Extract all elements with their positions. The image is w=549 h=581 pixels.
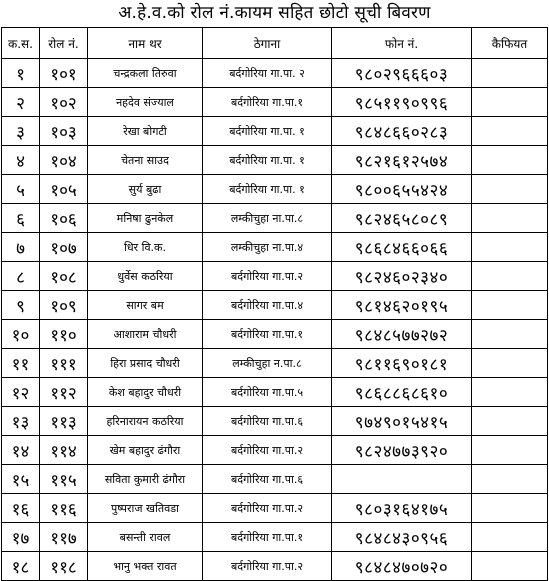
cell-address: बर्दगोरिया गा.पा. २ [203, 59, 332, 88]
table-row [2, 233, 548, 262]
cell-phone: ९८२४६०२३४० [332, 262, 472, 291]
cell-phone: ९८२४६५८०८९ [332, 204, 472, 233]
cell-phone: ९७४९०१५४१५ [332, 407, 472, 436]
table-row [2, 349, 548, 378]
cell-roll: ११४ [40, 436, 88, 465]
table-row [2, 291, 548, 320]
cell-address: बर्दगोरिया गा.पा.१ [203, 320, 332, 349]
cell-phone: ९८६८४६६०६६ [332, 233, 472, 262]
cell-address: बर्दगोरिया गा.पा.६ [203, 465, 332, 494]
cell-sn: ८ [2, 262, 40, 291]
cell-remarks [472, 233, 548, 262]
cell-sn: ४ [2, 146, 40, 175]
cell-roll: ११७ [40, 523, 88, 552]
table-row [2, 523, 548, 552]
cell-remarks [472, 117, 548, 146]
table-body [2, 59, 548, 581]
cell-remarks [472, 349, 548, 378]
cell-phone: ९८४८४७०७२० [332, 552, 472, 581]
cell-address: बर्दगोरिया गा.पा.५ [203, 378, 332, 407]
table-row [2, 494, 548, 523]
header-address: ठेगाना [203, 28, 332, 59]
cell-phone: ९८०३१६४१७५ [332, 494, 472, 523]
cell-name: मनिषा ढुनकेल [88, 204, 203, 233]
cell-sn: ७ [2, 233, 40, 262]
table-row [2, 175, 548, 204]
cell-sn: १० [2, 320, 40, 349]
cell-phone: ९८५११९०९९६ [332, 88, 472, 117]
cell-name: सागर बम [88, 291, 203, 320]
cell-roll: ११५ [40, 465, 88, 494]
cell-remarks [472, 407, 548, 436]
cell-address: बर्दगोरिया गा.पा.२ [203, 552, 332, 581]
table-row [2, 407, 548, 436]
cell-sn: १५ [2, 465, 40, 494]
cell-remarks [472, 175, 548, 204]
cell-address: बर्दगोरिया गा.पा.४ [203, 291, 332, 320]
cell-sn: १७ [2, 523, 40, 552]
cell-address: बर्दगोरिया गा.पा. १ [203, 117, 332, 146]
shortlist-table [1, 27, 548, 581]
cell-name: नहदेव संज्याल [88, 88, 203, 117]
cell-sn: १४ [2, 436, 40, 465]
cell-sn: ९ [2, 291, 40, 320]
cell-sn: ३ [2, 117, 40, 146]
cell-remarks [472, 552, 548, 581]
cell-address: बर्दगोरिया गा.पा.१ [203, 523, 332, 552]
table-row [2, 59, 548, 88]
cell-name: चन्द्रकला तिरुवा [88, 59, 203, 88]
table-row [2, 146, 548, 175]
cell-phone: ९८११६९०१८१ [332, 349, 472, 378]
cell-phone: ९८००६५५४२४ [332, 175, 472, 204]
cell-remarks [472, 262, 548, 291]
cell-name: केश बहादुर चौधरी [88, 378, 203, 407]
cell-roll: १०५ [40, 175, 88, 204]
document-title: अ.हे.व.को रोल नं.कायम सहित छोटो सूची बिवरण [118, 3, 431, 23]
cell-name: आशाराम चौधरी [88, 320, 203, 349]
cell-roll: १०६ [40, 204, 88, 233]
cell-remarks [472, 436, 548, 465]
cell-name: सुर्य बुढा [88, 175, 203, 204]
header-sn: क.स. [2, 28, 40, 59]
cell-phone: ९८२४७७३९२० [332, 436, 472, 465]
cell-phone: ९८०२९६६६०३ [332, 59, 472, 88]
cell-roll: १०३ [40, 117, 88, 146]
table-row [2, 88, 548, 117]
cell-address: लम्कीचुहा ना.पा.४ [203, 233, 332, 262]
table-row [2, 204, 548, 233]
table-row [2, 262, 548, 291]
cell-name: बसन्ती रावल [88, 523, 203, 552]
cell-sn: १८ [2, 552, 40, 581]
cell-name: हिरा प्रसाद चौधरी [88, 349, 203, 378]
cell-sn: १३ [2, 407, 40, 436]
cell-name: पुष्पराज खतिवडा [88, 494, 203, 523]
cell-remarks [472, 59, 548, 88]
table-row [2, 117, 548, 146]
table-row [2, 378, 548, 407]
cell-roll: १०२ [40, 88, 88, 117]
cell-roll: १११ [40, 349, 88, 378]
cell-address: लम्कीचुहा ना.पा.८ [203, 204, 332, 233]
cell-roll: १०४ [40, 146, 88, 175]
header-phone: फोन नं. [332, 28, 472, 59]
cell-name: हरिनारायन कठरिया [88, 407, 203, 436]
cell-phone [332, 465, 472, 494]
cell-remarks [472, 320, 548, 349]
cell-remarks [472, 523, 548, 552]
cell-address: बर्दगोरिया गा.पा. १ [203, 146, 332, 175]
cell-name: खेम बहादुर ढंगौरा [88, 436, 203, 465]
table-row [2, 465, 548, 494]
cell-roll: ११० [40, 320, 88, 349]
cell-address: बर्दगोरिया गा.पा.२ [203, 436, 332, 465]
cell-phone: ९८६८८६८६१० [332, 378, 472, 407]
cell-name: रेखा बोगटी [88, 117, 203, 146]
table-row [2, 436, 548, 465]
cell-roll: १०८ [40, 262, 88, 291]
table-header-row [2, 28, 548, 59]
cell-roll: ११३ [40, 407, 88, 436]
cell-remarks [472, 146, 548, 175]
cell-sn: ५ [2, 175, 40, 204]
cell-address: लम्कीचुहा न.पा.८ [203, 349, 332, 378]
cell-name: धुर्वेस कठरिया [88, 262, 203, 291]
cell-name: चेतना साउद [88, 146, 203, 175]
cell-sn: ११ [2, 349, 40, 378]
cell-remarks [472, 378, 548, 407]
cell-remarks [472, 291, 548, 320]
cell-phone: ९८४८५७७२७२ [332, 320, 472, 349]
cell-name: धिर वि.क. [88, 233, 203, 262]
cell-roll: ११६ [40, 494, 88, 523]
header-roll: रोल नं. [40, 28, 88, 59]
cell-roll: १०९ [40, 291, 88, 320]
cell-address: बर्दगोरिया गा.पा. १ [203, 175, 332, 204]
cell-roll: ११२ [40, 378, 88, 407]
cell-roll: १०७ [40, 233, 88, 262]
cell-address: बर्दगोरिया गा.पा.१ [203, 88, 332, 117]
cell-sn: १२ [2, 378, 40, 407]
header-remarks: कैफियत [472, 28, 548, 59]
cell-name: सविता कुमारी ढंगौरा [88, 465, 203, 494]
cell-name: भानु भक्त रावत [88, 552, 203, 581]
cell-sn: १ [2, 59, 40, 88]
cell-remarks [472, 465, 548, 494]
cell-roll: ११८ [40, 552, 88, 581]
table-row [2, 552, 548, 581]
cell-remarks [472, 494, 548, 523]
cell-roll: १०१ [40, 59, 88, 88]
table-row [2, 320, 548, 349]
cell-sn: २ [2, 88, 40, 117]
cell-sn: १६ [2, 494, 40, 523]
cell-phone: ९८४८४३०९५६ [332, 523, 472, 552]
cell-phone: ९८२१६१२५७४ [332, 146, 472, 175]
header-name: नाम थर [88, 28, 203, 59]
cell-remarks [472, 204, 548, 233]
cell-phone: ९८१४६२०१९५ [332, 291, 472, 320]
cell-remarks [472, 88, 548, 117]
cell-sn: ६ [2, 204, 40, 233]
cell-address: बर्दगोरिया गा.पा.२ [203, 262, 332, 291]
cell-address: बर्दगोरिया गा.पा.२ [203, 494, 332, 523]
cell-phone: ९८४८६६०२८३ [332, 117, 472, 146]
cell-address: बर्दगोरिया गा.पा.६ [203, 407, 332, 436]
